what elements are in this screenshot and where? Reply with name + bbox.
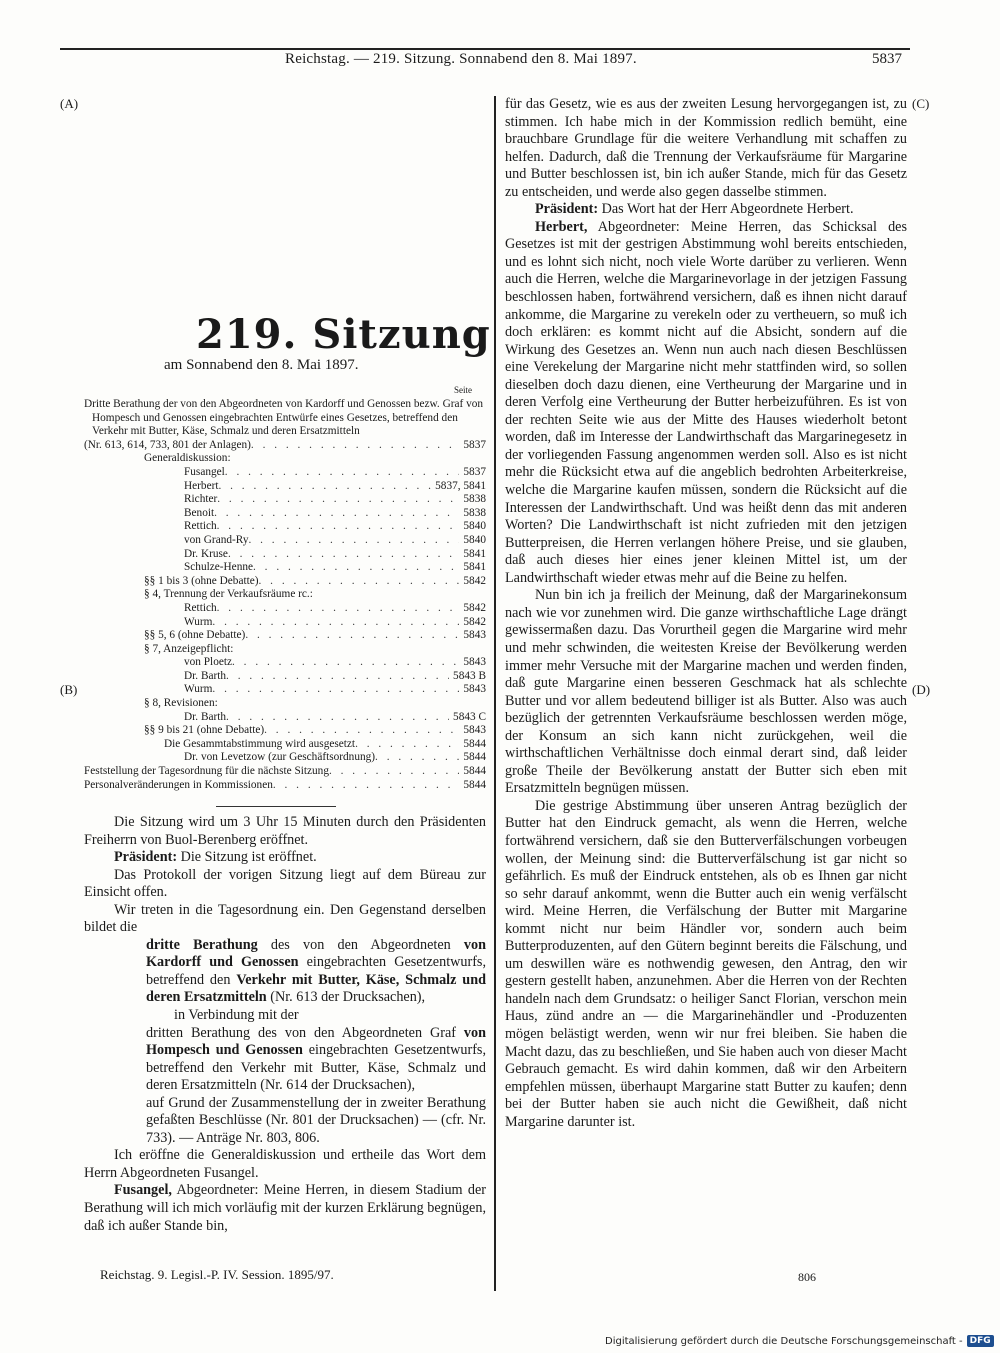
herbert-paragraph-2: Nun bin ich ja freilich der Meinung, daß der Margarinekonsum nach wie vor zunehmen wird. Die ganze wirthschaftliche Lage drängt gewissermaßen dazu. Das Vorurtheil gegen die Margarine wird mehr und mehr schwinden, die weitesten Kreise der Bevölkerung werden immer mehr Versuche mit der Margarine machen und werden finden, daß gute Margarine einen besseren Geschmack hat als schlechte Butter und vor allem bedeutend billiger ist als Butter. Also was auch bezüglich der getrennten Verkaufsräume beschlossen werden möge, der Konsum an sich kann nicht zurückgehen, weil die wirthschaftlichen Verhältnisse doch einmal derart sind, daß leider große Theile der Bevölkerung anstatt der Butter sich eben mit Ersatzmitteln begnügen müssen.	[505, 587, 907, 797]
toc-row-label: Wurm	[184, 683, 213, 696]
toc-row	[84, 602, 486, 616]
toc-row-page: 5842	[463, 574, 486, 587]
toc-row-page: 5837	[463, 465, 486, 478]
speaker-name: Herbert,	[535, 218, 588, 235]
herbert-paragraph-3: Die gestrige Abstimmung über unseren Antrag bezüglich der Butter hat den Eindruck gemacht, als wenn die Herren, welche fortwährend versichern, daß sie den Butterverfälschungen vorbeugen wollen, der Meinung sind: die Butterverfälschung ist gar nicht so gefährlich. Es muß der Eindruck entstehen, als ob es Ihnen gar nicht so sehr darauf ankommt, wenn die Butter auch ein wenig verfälscht wird. Meine Herren, die Verfälschung der Butter mit Margarine kommt nicht nur beim Händler vor, sondern auch beim Butterproduzenten, auf den Gütern beginnt bereits die Fälschung, und um deswillen wäre es nothwendig gewesen, den Antrag, den wir gestern gestellt haben, anzunehmen. Aber die Herren von der Rechten handeln nach dem Grundsatz: o heiliger Sanct Florian, verschon mein Haus, zünd andre an — die Margarinehändler und -Produzenten mögen belästigt werden, wenn wir nur frei bleiben. Sie haben die Macht dazu, das zu beschließen, und Sie haben auch von dieser Macht Gebrauch gemacht. Es wird dahin kommen, daß wir den Arbeitern empfehlen müssen, überhaupt Margarine statt Butter zu kaufen; denn bei der Butter haben sie auch nicht die Gewißheit, daß nicht Margarine darunter ist.	[505, 797, 907, 1130]
toc-leader	[219, 480, 432, 494]
herbert-speech	[505, 219, 907, 587]
agenda-text: des von den Abgeordneten	[257, 936, 464, 953]
toc-row-label: §§ 1 bis 3 (ohne Debatte)	[144, 574, 259, 587]
toc-row-label: Richter	[184, 493, 218, 506]
protocol-paragraph: Das Protokoll der vorigen Sitzung liegt auf dem Büreau zur Einsicht offen.	[84, 866, 486, 901]
toc-row	[84, 629, 486, 643]
toc-row-label: Benoit	[184, 506, 215, 519]
toc-row-label: Schulze-Henne	[184, 561, 254, 574]
toc-leader	[217, 493, 459, 507]
toc-row-page: 5842	[463, 615, 486, 628]
toc-leader	[225, 466, 460, 480]
toc-row	[84, 588, 486, 602]
left-footer: Reichstag. 9. Legisl.-P. IV. Session. 1895/97.	[100, 1267, 334, 1282]
toc-intro-page: 5837	[463, 438, 486, 451]
toc-leader	[375, 751, 459, 765]
toc-leader	[249, 534, 460, 548]
toc-row	[84, 779, 486, 793]
toc-row-page: 5844	[463, 751, 486, 764]
toc-row-page: 5841	[463, 561, 486, 574]
toc-row-label: Rettich	[184, 520, 217, 533]
toc-row-page: 5843	[463, 656, 486, 669]
toc-row	[84, 711, 486, 725]
toc-row	[84, 656, 486, 670]
toc-row-label: §§ 9 bis 21 (ohne Debatte)	[144, 724, 265, 737]
toc-row-label: Dr. von Levetzow (zur Geschäftsordnung)	[184, 751, 376, 764]
speech-text: Das Wort hat der Herr Abgeordnete Herbert.	[598, 201, 854, 218]
toc-row	[84, 616, 486, 630]
sitzung-date: am Sonnabend den 8. Mai 1897.	[164, 357, 359, 373]
toc-row	[84, 561, 486, 575]
fusangel-speech-continued: für das Gesetz, wie es aus der zweiten Lesung hervorgegangen ist, zu stimmen. Ich habe mich in der Kommission redlich bemüht, eine brauchbare Grundlage für die weitere Verhandlung mit schaffen zu helfen. Dadurch, daß die Trennung der Verkaufsräume für Margarine und Butter beschlossen ist, bin ich außer Stande, mich für das Gesetz zu entscheiden, und werde also gegen dasselbe stimmen.	[505, 96, 907, 200]
left-column-body	[84, 814, 486, 1235]
agenda-item-2	[84, 1025, 486, 1095]
section-rule	[216, 806, 336, 807]
toc-row-label: Dr. Kruse	[184, 547, 228, 560]
toc-row-page: 5842	[463, 601, 486, 614]
toc-leader	[212, 683, 459, 697]
speaker-name: Präsident:	[114, 849, 178, 866]
discussion-opening: Ich eröffne die Generaldiskussion und ertheile das Wort dem Herrn Abgeordneten Fusangel.	[84, 1147, 486, 1181]
agenda-term: Verkehr mit Butter, Käse, Schmalz und deren Ersatzmitteln	[146, 971, 486, 1006]
agenda-term: von Hompesch und Genossen	[146, 1024, 486, 1059]
toc-row-label: Fusangel	[184, 465, 225, 478]
toc-row-label: Generaldiskussion:	[144, 452, 231, 465]
toc-leader	[273, 779, 460, 793]
toc-rows	[84, 452, 486, 792]
page-number: 5837	[872, 51, 902, 67]
toc-row	[84, 751, 486, 765]
toc-row	[84, 643, 486, 657]
toc-leader	[232, 656, 459, 670]
toc-row-page: 5843	[463, 629, 486, 642]
margin-mark-d: (D)	[912, 682, 931, 697]
toc-row-label: §§ 5, 6 (ohne Debatte)	[144, 629, 246, 642]
fusangel-speech	[84, 1182, 486, 1235]
toc-row-label: Dr. Barth	[184, 710, 227, 723]
agenda-text: dritten Berathung des von den Abgeordneten Graf	[146, 1024, 464, 1041]
toc-row-page: 5841	[463, 547, 486, 560]
toc-row	[84, 520, 486, 534]
toc-row-label: Feststellung der Tagesordnung für die nächste Sitzung	[84, 765, 329, 778]
toc-leader	[214, 507, 459, 521]
agenda-connector: in Verbindung mit der	[174, 1007, 299, 1024]
sheet-number: 806	[798, 1270, 816, 1284]
speech-text: Die Sitzung ist eröffnet.	[177, 849, 317, 866]
dfg-logo: DFG	[967, 1335, 994, 1347]
toc-leader	[253, 561, 459, 575]
toc-row-page: 5838	[463, 493, 486, 506]
toc-row	[84, 575, 486, 589]
toc-intro-last: (Nr. 613, 614, 733, 801 der Anlagen)	[84, 438, 251, 451]
toc-row-label: Die Gesammtabstimmung wird ausgesetzt	[164, 737, 356, 750]
toc-row-page: 5844	[463, 765, 486, 778]
toc-leader	[217, 520, 460, 534]
margin-mark-c: (C)	[912, 96, 930, 111]
speech-text: Abgeordneter: Meine Herren, das Schicksal des Gesetzes ist mit der gestrigen Abstimmung wohl bereits entschieden, und es lohnt sich nicht, noch viele Worte darüber zu verlieren. Wenn auch die Herren, welche die Margarinevorlage in der jetzigen Fassung beschlossen haben, fortwährend versichern, daß es ihnen nicht darauf ankomme, die Margarine zu verekeln oder zu vertheuern, so muß ich doch erklären: es kommt nicht auf die Absicht, sondern auf die Wirkung des Gesetzes an. Wenn nun auch nach diesen Beschlüssen eine Verekelung der Margarine nicht mehr stattfinden wird, so sollen dieselben doch dazu dienen, eine Vertheurung der Margarine und in deren Verfolg eine Vertheurung der Butter herbeizuführen. Es ist von der rechten Seite wie aus der Mitte des Hauses wiederholt betont worden, daß im Interesse der Landwirthschaft das Margarinegesetz in der vorliegenden Fassung angenommen werden soll. Also es ist nicht mehr die Rücksicht etwa auf die angeblich bedrohten Arbeiterkreise, welche die Margarine kaufen müssen, sondern die Rücksicht auf die Interessen der Landwirthschaft. Und was heißt denn das mit anderen Worten? Die Landwirthschaft ist nicht zufrieden mit den jetzigen Butterpreisen, die Herren verlangen höhere Preise, und sie glauben, daß auch dieses hier eines jener kleinen Mittel ist, um der Landwirthschaft wieder etwas mehr auf die Beine zu helfen.	[505, 218, 907, 586]
toc-row	[84, 452, 486, 466]
toc-intro-row	[84, 439, 486, 453]
toc-leader	[226, 711, 449, 725]
toc-row-label: Wurm	[184, 615, 213, 628]
toc-row	[84, 480, 486, 494]
agenda-text: (Nr. 613 der Drucksachen),	[266, 989, 426, 1006]
toc-row-label: Herbert	[184, 479, 219, 492]
toc-row-label: § 8, Revisionen:	[144, 697, 218, 710]
toc-row-page: 5843	[463, 724, 486, 737]
toc-row	[84, 683, 486, 697]
president-remark-2	[505, 201, 907, 219]
agenda-text: eingebrachten Gesetzentwurfs, betreffend den	[146, 954, 486, 988]
right-column-body	[505, 96, 907, 1131]
toc-row-label: § 7, Anzeigepflicht:	[144, 642, 234, 655]
toc-leader	[259, 575, 460, 589]
toc-leader	[264, 724, 459, 738]
toc-row	[84, 548, 486, 562]
table-of-contents	[84, 398, 486, 792]
opening-paragraph: Die Sitzung wird um 3 Uhr 15 Minuten durch den Präsidenten Freiherrn von Buol-Berenberg eröffnet.	[84, 814, 486, 848]
header-rule	[60, 48, 910, 50]
agenda-text: eingebrachten Gesetzentwurfs, betreffend den Verkehr mit Butter, Käse, Schmalz und deren Ersatzmitteln (Nr. 614 der Drucksachen),	[146, 1042, 486, 1094]
toc-row-page: 5840	[463, 533, 486, 546]
toc-row-page: 5838	[463, 506, 486, 519]
toc-leader	[245, 629, 459, 643]
margin-mark-a: (A)	[60, 96, 79, 111]
toc-row-page: 5844	[463, 778, 486, 791]
agenda-term: dritte Berathung	[146, 936, 258, 953]
toc-row-label: von Grand-Ry	[184, 533, 249, 546]
toc-row-label: von Ploetz	[184, 656, 233, 669]
toc-row-label: Dr. Barth	[184, 669, 227, 682]
toc-row	[84, 697, 486, 711]
toc-row-page: 5843	[463, 683, 486, 696]
speaker-name: Fusangel,	[114, 1182, 172, 1199]
running-head: Reichstag. — 219. Sitzung. Sonnabend den 8. Mai 1897.	[285, 51, 637, 67]
toc-row-page: 5840	[463, 520, 486, 533]
toc-row	[84, 507, 486, 521]
toc-row	[84, 493, 486, 507]
toc-row-page: 5843 C	[453, 710, 486, 723]
credit-text: Digitalisierung gefördert durch die Deutsche Forschungsgemeinschaft -	[605, 1335, 963, 1347]
toc-intro: Dritte Berathung der von den Abgeordneten von Kardorff und Genossen bezw. Graf von Hompesch und Genossen eingebrachten Entwürfe eines Gesetzes, betreffend den Verkehr mit Butter, Käse, Schmalz und deren Ersatzmitteln	[84, 398, 484, 438]
toc-row	[84, 466, 486, 480]
digitization-credit	[605, 1335, 994, 1347]
agenda-paragraph: Wir treten in die Tagesordnung ein. Den Gegenstand derselben bildet die	[84, 901, 486, 936]
president-remark-1	[84, 849, 486, 867]
toc-leader	[212, 616, 459, 630]
toc-leader	[228, 548, 459, 562]
agenda-item-1	[84, 937, 486, 1007]
toc-leader	[329, 765, 459, 779]
toc-row	[84, 765, 486, 779]
sitzung-title: 219. Sitzung	[196, 311, 491, 358]
column-divider	[494, 96, 496, 1291]
speaker-name: Präsident:	[535, 201, 599, 218]
agenda-term: von Kardorff und Genossen	[146, 936, 486, 971]
toc-row-page: 5844	[463, 737, 486, 750]
seite-label: Seite	[454, 385, 472, 395]
toc-leader	[251, 439, 459, 453]
toc-row-label: Personalveränderungen in Kommissionen	[84, 778, 273, 791]
toc-leader	[355, 738, 459, 752]
toc-row	[84, 670, 486, 684]
margin-mark-b: (B)	[60, 682, 78, 697]
toc-row	[84, 724, 486, 738]
toc-row-page: 5837, 5841	[435, 479, 486, 492]
toc-row	[84, 534, 486, 548]
toc-row-label: Rettich	[184, 601, 217, 614]
speech-text: Abgeordneter: Meine Herren, in diesem Stadium der Berathung will ich mich vorläufig mit der kurzen Erklärung begnügen, daß ich außer Stande bin,	[84, 1182, 486, 1234]
toc-leader	[226, 670, 449, 684]
agenda-item-3: auf Grund der Zusammenstellung der in zweiter Berathung gefaßten Beschlüsse (Nr. 801 der Drucksachen) — (cfr. Nr. 733). — Anträge Nr. 803, 806.	[146, 1094, 486, 1146]
toc-row	[84, 738, 486, 752]
toc-row-page: 5843 B	[453, 669, 486, 682]
toc-leader	[217, 602, 460, 616]
toc-row-label: § 4, Trennung der Verkaufsräume rc.:	[144, 588, 313, 601]
